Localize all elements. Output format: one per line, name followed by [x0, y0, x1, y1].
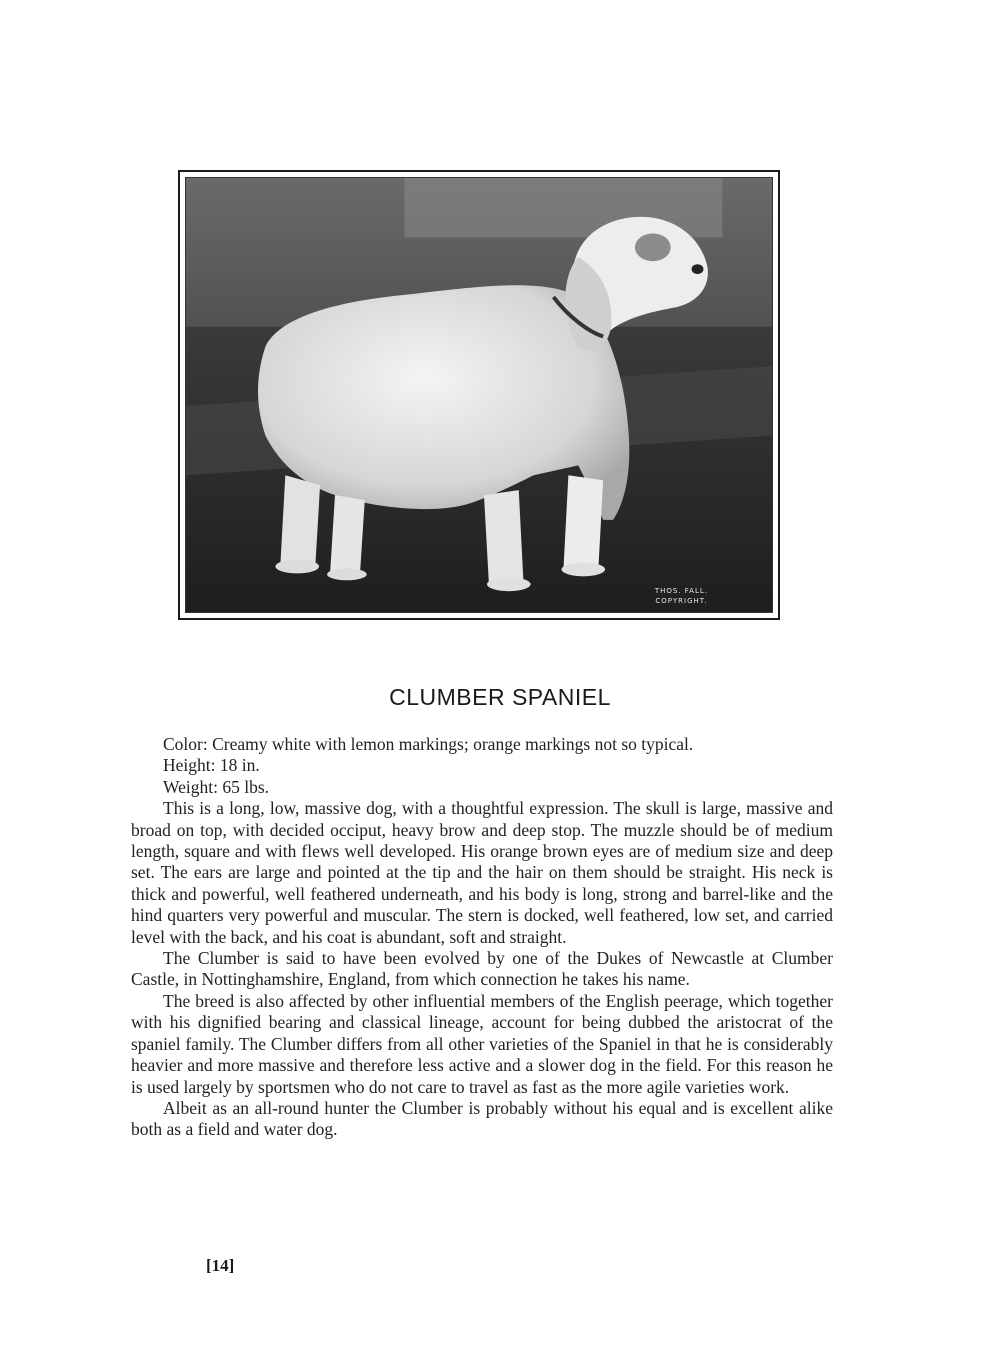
breed-title: CLUMBER SPANIEL [389, 684, 611, 710]
photo-frame [178, 170, 780, 620]
page-number: [14] [206, 1256, 235, 1275]
paragraph-hunter: Albeit as an all-round hunter the Clumber is probably without his equal and is excellent alike both as a field and water dog. [131, 1097, 833, 1140]
breed-description [131, 734, 833, 1141]
dog-illustration [186, 178, 772, 612]
height-spec: Height: 18 in. [163, 755, 260, 776]
photo-credit: THOS. FALL. COPYRIGHT. [654, 587, 708, 605]
dog-photograph [185, 177, 773, 613]
paragraph-origin: The Clumber is said to have been evolved by one of the Dukes of Newcastle at Clumber Castle, in Nottinghamshire, England, from which connection he takes his name. [131, 948, 833, 990]
paragraph-description: This is a long, low, massive dog, with a thoughtful expression. The skull is large, massive and broad on top, with decided occiput, heavy brow and deep stop. The muzzle should be of medium length, square and with flews well developed. His orange brown eyes are of medium size and deep set. The ears are large and pointed at the tip and the hair on them should be straight. His neck is thick and powerful, well feathered underneath, and his body is long, strong and barrel-like and the hind quarters very powerful and muscular. The stern is docked, well feathered, low set, and carried level with the back, and his coat is abundant, soft and straight. [131, 798, 833, 947]
color-spec: Color: Creamy white with lemon markings; orange markings not so typical. [163, 734, 694, 754]
weight-spec: Weight: 65 lbs. [163, 776, 270, 797]
paragraph-peerage: The breed is also affected by other influential members of the English peerage, which together with his dignified bearing and classical lineage, account for being dubbed the aristocrat of the spaniel family. The Clumber differs from all other varieties of the Spaniel in that he is considerably heavier and more massive and therefore less active and a slower dog in the field. For this reason he is used largely by sportsmen who do not care to travel as fast as the more agile varieties work. [131, 990, 833, 1097]
